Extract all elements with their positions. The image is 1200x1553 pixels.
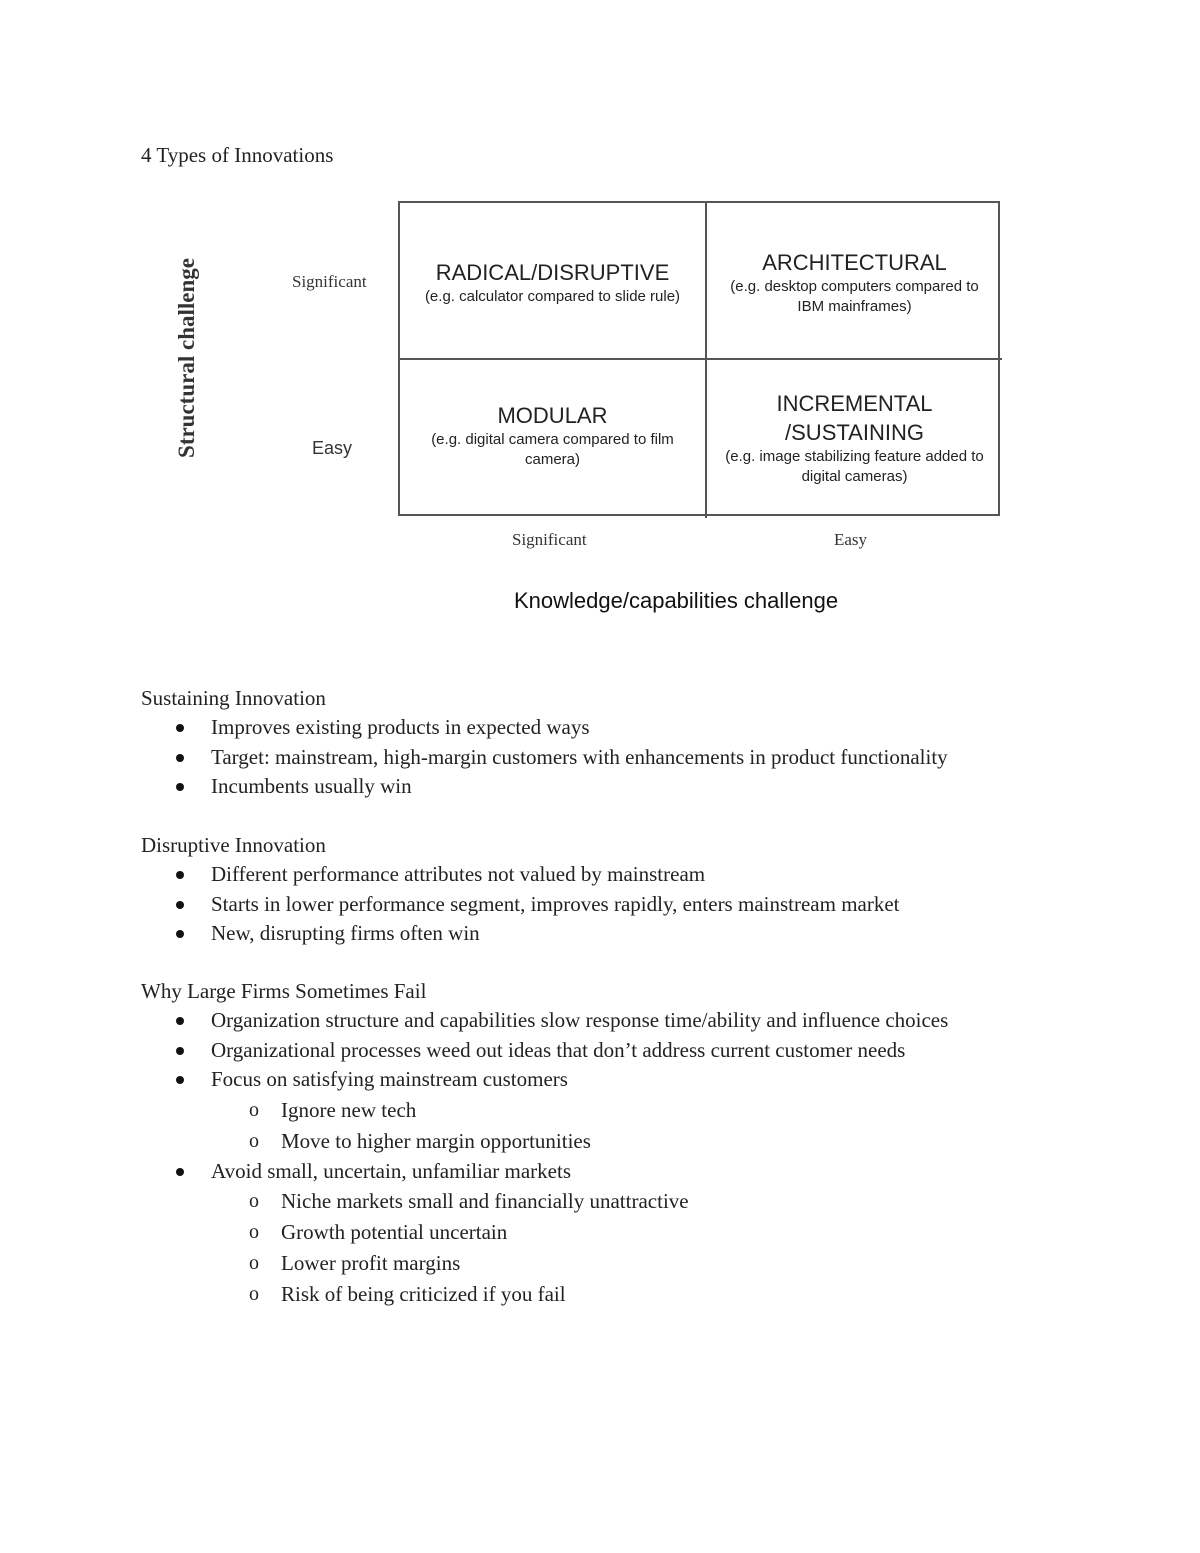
cell-title: ARCHITECTURAL — [762, 250, 947, 275]
list-item: Focus on satisfying mainstream customers — [141, 1065, 948, 1095]
bullet-list — [141, 1006, 948, 1095]
section-heading: Sustaining Innovation — [141, 686, 326, 710]
row-label-easy: Easy — [312, 438, 353, 458]
row-label-significant: Significant — [292, 272, 367, 291]
col-label-easy: Easy — [834, 530, 868, 549]
cell-title: MODULAR — [497, 403, 608, 428]
list-item: Incumbents usually win — [141, 772, 948, 802]
section-heading: Why Large Firms Sometimes Fail — [141, 979, 427, 1003]
list-item: Different performance attributes not valued by mainstream — [141, 860, 900, 890]
list-item: Avoid small, uncertain, unfamiliar markets — [141, 1157, 948, 1187]
cell-example: (e.g. calculator compared to slide rule) — [424, 288, 681, 305]
list-item: Starts in lower performance segment, improves rapidly, enters mainstream market — [141, 890, 900, 920]
document-title: 4 Types of Innovations — [141, 143, 334, 167]
cell-example: (e.g. image stabilizing feature added to digital cameras) — [725, 448, 984, 485]
matrix-grid — [398, 201, 1000, 516]
sub-list-avoid — [211, 1186, 948, 1310]
cell-title: RADICAL/DISRUPTIVE — [435, 260, 670, 285]
bullet-list — [141, 713, 948, 802]
section-sustaining — [141, 684, 948, 802]
sub-list-item: o Niche markets small and financially unattractive — [211, 1186, 948, 1217]
sub-list-item: o Risk of being criticized if you fail — [211, 1279, 948, 1310]
list-item: Organizational processes weed out ideas that don’t address current customer needs — [141, 1036, 948, 1066]
cell-example: (e.g. desktop computers compared to IBM mainframes) — [730, 278, 979, 315]
cell-modular — [400, 360, 707, 518]
sub-list-focus — [211, 1095, 948, 1157]
section-heading: Disruptive Innovation — [141, 833, 326, 857]
section-disruptive — [141, 831, 900, 949]
x-axis-label: Knowledge/capabilities challenge — [514, 588, 839, 613]
cell-architectural — [707, 203, 1002, 360]
cell-example: (e.g. digital camera compared to film camera) — [431, 431, 674, 468]
sub-list-item: o Move to higher margin opportunities — [211, 1126, 948, 1157]
bullet-list — [141, 860, 900, 949]
cell-title: INCREMENTAL /SUSTAINING — [776, 391, 933, 445]
bullet-list — [141, 1157, 948, 1187]
sub-list-item: o Lower profit margins — [211, 1248, 948, 1279]
sub-list-item: o Growth potential uncertain — [211, 1217, 948, 1248]
cell-radical-disruptive — [400, 203, 707, 360]
section-why-large-firms-fail — [141, 977, 948, 1310]
list-item: Organization structure and capabilities slow response time/ability and influence choices — [141, 1006, 948, 1036]
y-axis-label: Structural challenge — [174, 258, 199, 458]
cell-incremental-sustaining — [707, 360, 1002, 518]
list-item: New, disrupting firms often win — [141, 919, 900, 949]
sub-list-item: o Ignore new tech — [211, 1095, 948, 1126]
list-item: Target: mainstream, high-margin customers with enhancements in product functionality — [141, 743, 948, 773]
list-item: Improves existing products in expected ways — [141, 713, 948, 743]
col-label-significant: Significant — [512, 530, 587, 549]
